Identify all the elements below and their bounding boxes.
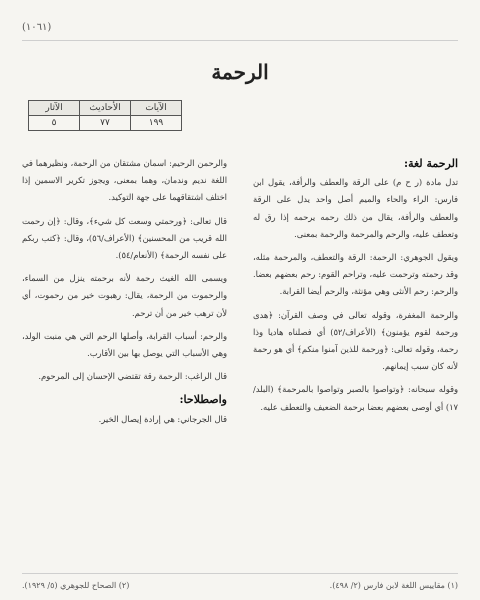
paragraph: قال الراغب: الرحمة رقة تقتضي الإحسان إلى المرحوم.: [38, 371, 227, 382]
page-title: الرحمة: [211, 60, 269, 84]
footnote-rule: [22, 573, 458, 574]
stats-value-cell: ٥: [29, 116, 80, 131]
stats-table: [28, 100, 182, 131]
stats-value-cell: ٧٧: [80, 116, 131, 131]
section-heading: واصطلاحا:: [179, 393, 227, 407]
paragraph: قال تعالى: ﴿ورحمتي وسعت كل شيء﴾، وقال: ﴿إن رحمت الله قريب من المحسنين﴾ (الأعراف/٥٦)، وقال: ﴿كتب ربكم على نفسه الرحمة﴾ (الأنعام/٥٤).: [22, 215, 227, 261]
right-column: [253, 155, 458, 422]
paragraph: وقوله سبحانه: ﴿وتواصوا بالصبر وتواصوا بالمرحمة﴾ (البلد/١٧) أي أوصى بعضهم بعضا برحمة الضعيف والتعطف عليه.: [253, 384, 458, 412]
paragraph: ويقول الجوهري: الرحمة: الرقة والتعطف، والمرحمة مثله، وقد رحمته وترحمت عليه، وتراحم القوم: رحم بعضهم بعضا. والرحم: رحم الأنثى وهي مؤنثة، والرحم أيضا القرابة.: [253, 252, 458, 297]
page-number: (١٠٦١): [22, 22, 52, 33]
stats-header-row: [29, 101, 182, 116]
stats-value-row: [29, 116, 182, 131]
paragraph: والرحمن الرحيم: اسمان مشتقان من الرحمة، ونظيرهما في اللغة نديم وندمان، وهما بمعنى، ويجوز تكرير الاسمين إذا اختلف اشتقاقهما على جهة التوكيد.: [22, 158, 227, 203]
footnote-left: (٢) الصحاح للجوهري (٥/ ١٩٢٩).: [22, 581, 130, 590]
stats-header-cell: الآثار: [29, 101, 80, 116]
paragraph: والرحم: أسباب القرابة، وأصلها الرحم التي هي منبت الولد، وهي الأسباب التي يوصل بها بين الأقارب.: [22, 330, 227, 359]
left-column: [22, 155, 227, 434]
stats-value-cell: ١٩٩: [131, 116, 182, 131]
footnotes: [22, 581, 458, 590]
paragraph: والرحمة المغفرة، وقوله تعالى في وصف القرآن: ﴿هدى ورحمة لقوم يؤمنون﴾ (الأعراف/٥٢) أي فصلناه هاديا وذا رحمة، وقوله تعالى: ﴿ورحمة للذين آمنوا منكم﴾ أي هو رحمة لأنه كان سبب إيمانهم.: [253, 309, 458, 372]
section-heading: الرحمة لغة:: [404, 157, 458, 170]
header-rule: [22, 40, 458, 41]
paragraph: قال الجرجاني: هي إرادة إيصال الخير.: [98, 413, 227, 424]
paragraph: ويسمى الله الغيث رحمة لأنه برحمته ينزل من السماء، والرحموت من الرحمة، يقال: رهبوت خير من رحموت، أي لأن ترهب خير من أن ترحم.: [22, 273, 227, 318]
stats-header-cell: الأحاديث: [80, 101, 131, 116]
paragraph: تدل مادة (ر ح م) على الرقة والعطف والرأفة، يقول ابن فارس: الراء والحاء والميم أصل واحد يدل على الرقة والعطف والرأفة، يقال من ذلك رحمه يرحمه إذا رق له وتعطف عليه، والرحم والمرحمة والرحمة بمعنى.: [253, 177, 458, 239]
stats-header-cell: الآيات: [131, 101, 182, 116]
footnote-right: (١) مقاييس اللغة لابن فارس (٢/ ٤٩٨).: [329, 581, 458, 590]
